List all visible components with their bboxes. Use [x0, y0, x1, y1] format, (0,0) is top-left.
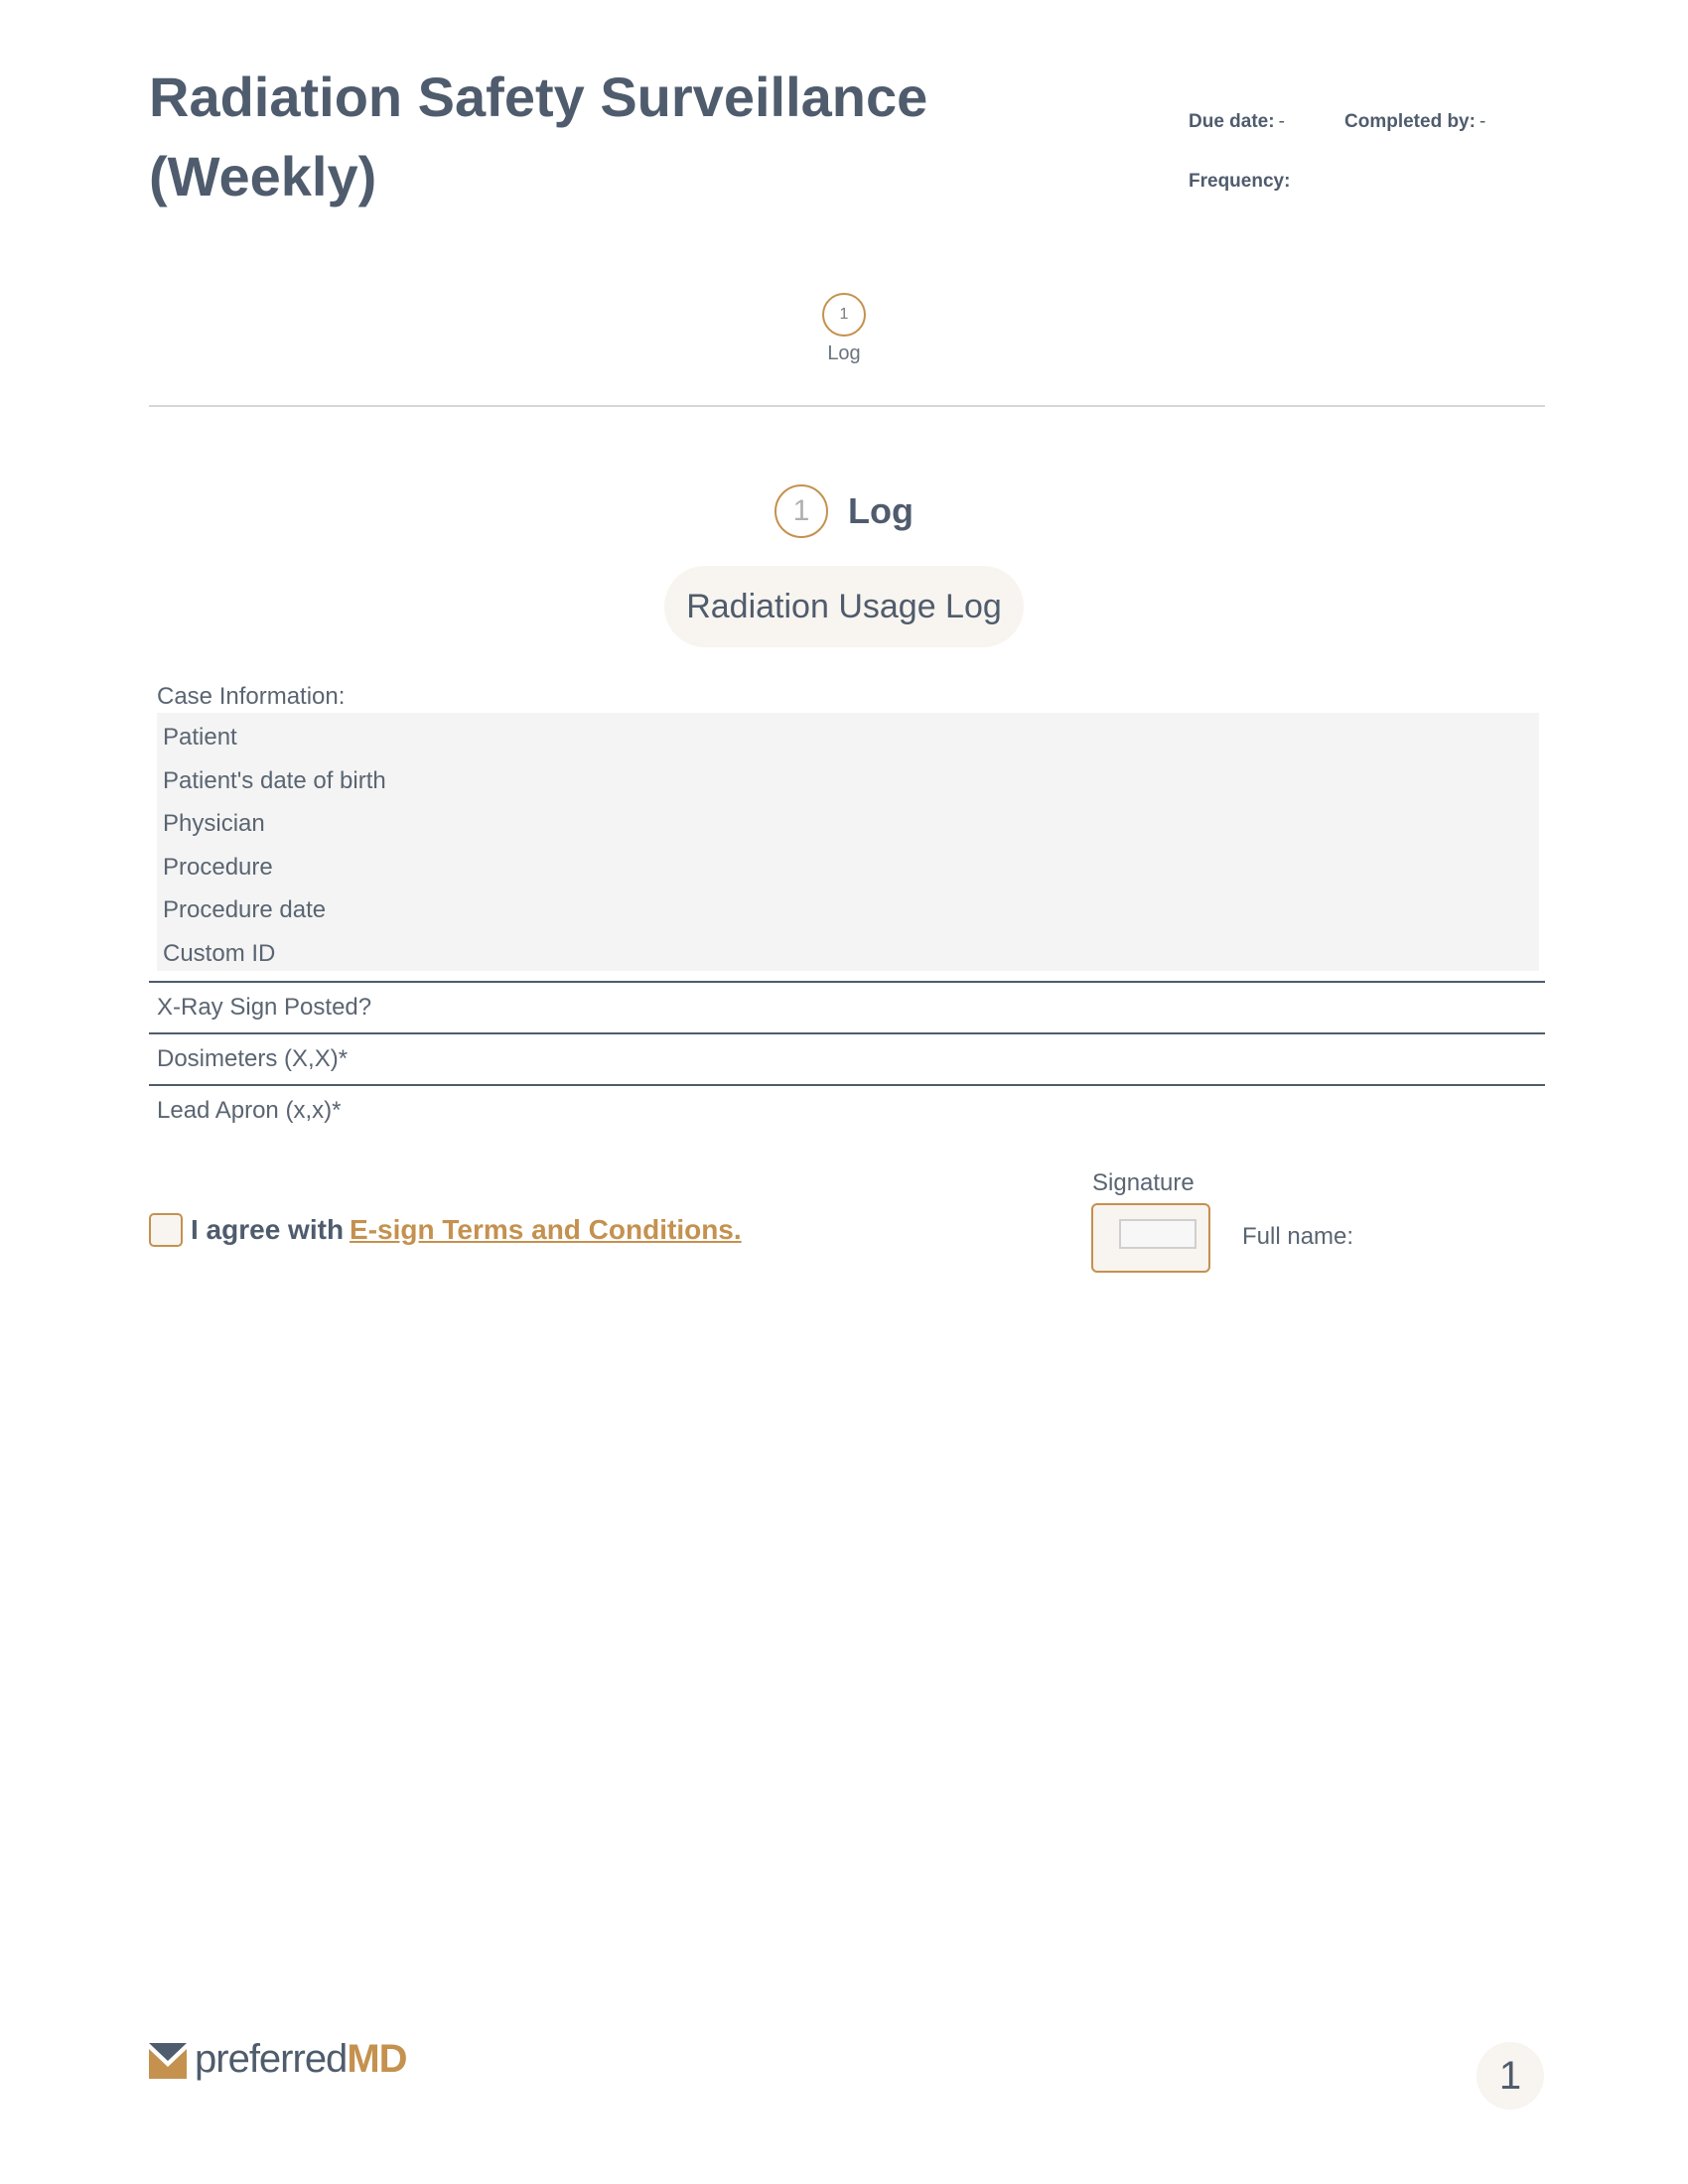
case-row-procedure: Procedure: [163, 853, 273, 881]
logo-text-preferred: preferred: [195, 2037, 348, 2081]
section-number: 1: [774, 484, 828, 538]
terms-link[interactable]: E-sign Terms and Conditions.: [350, 1214, 742, 1245]
section-title: Log: [848, 490, 914, 531]
frequency: [1189, 171, 1290, 193]
due-date: [1189, 111, 1285, 133]
frequency-label: Frequency:: [1189, 171, 1291, 192]
case-information-box: [157, 713, 1539, 971]
stepper: [0, 293, 1688, 365]
due-date-value: -: [1278, 111, 1285, 132]
case-row-procedure-date: Procedure date: [163, 896, 327, 923]
page-number: 1: [1477, 2042, 1544, 2110]
agree-text: I agree with: [191, 1214, 345, 1245]
step-log[interactable]: [822, 293, 866, 365]
completed-by-value: -: [1478, 111, 1486, 132]
divider: [149, 405, 1545, 407]
signature-button[interactable]: [1091, 1203, 1210, 1273]
section-header: [0, 484, 1688, 538]
check-logo-icon: [149, 2041, 187, 2079]
case-row-patient: Patient: [163, 724, 237, 751]
logo-text-md: MD: [347, 2037, 407, 2081]
section-subtitle-wrap: [0, 566, 1688, 647]
agree-checkbox[interactable]: [149, 1213, 183, 1247]
step-label: Log: [827, 342, 861, 364]
field-xray-sign[interactable]: X-Ray Sign Posted?: [149, 981, 1545, 1032]
section-subtitle: Radiation Usage Log: [664, 566, 1024, 647]
case-row-physician: Physician: [163, 810, 265, 837]
case-row-custom-id: Custom ID: [163, 939, 276, 967]
log-fields: [149, 981, 1545, 1136]
agreement: [149, 1213, 742, 1247]
completed-by-label: Completed by:: [1344, 111, 1476, 132]
page-title: Radiation Safety Surveillance (Weekly): [149, 66, 928, 207]
signature-icon: [1119, 1219, 1196, 1249]
logo: [149, 2037, 407, 2082]
signature-label: Signature: [1092, 1169, 1195, 1196]
case-row-dob: Patient's date of birth: [163, 766, 386, 794]
case-information-label: Case Information:: [157, 683, 346, 710]
field-dosimeters[interactable]: Dosimeters (X,X)*: [149, 1032, 1545, 1084]
full-name-label: Full name:: [1242, 1223, 1354, 1250]
completed-by: [1344, 111, 1485, 133]
step-number: 1: [822, 293, 866, 337]
due-date-label: Due date:: [1189, 111, 1275, 132]
field-lead-apron[interactable]: Lead Apron (x,x)*: [149, 1084, 1545, 1136]
